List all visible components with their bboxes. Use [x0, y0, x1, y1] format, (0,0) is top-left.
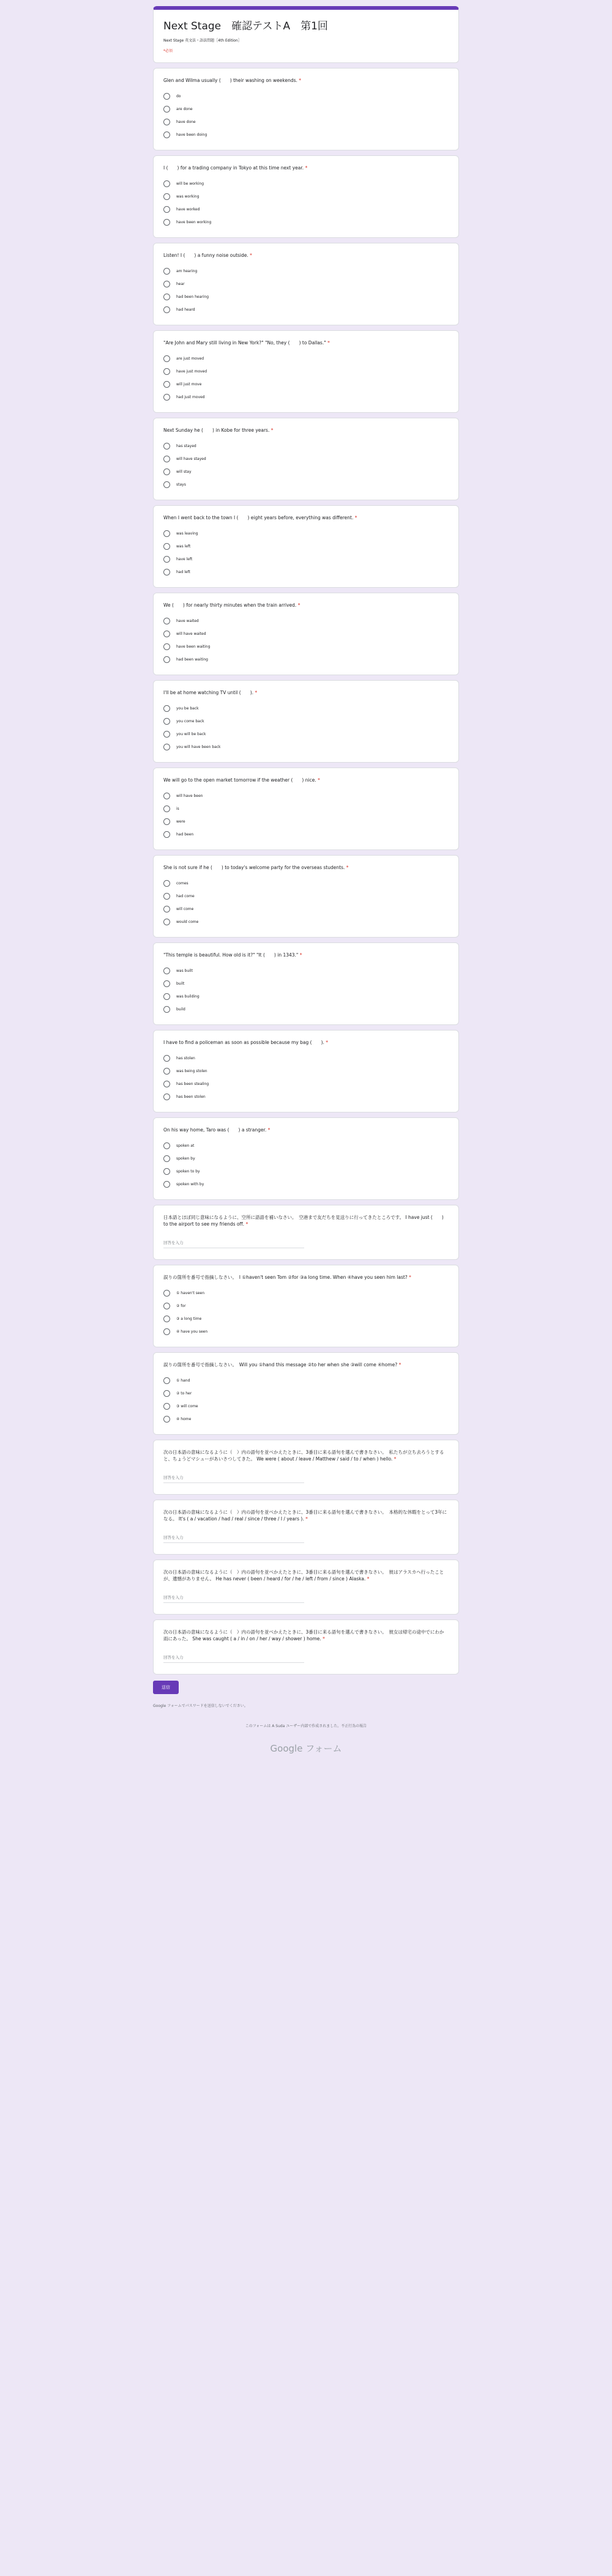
radio-option[interactable] [163, 1400, 449, 1413]
radio-option[interactable] [163, 1413, 449, 1426]
radio-circle-icon[interactable] [163, 893, 170, 900]
radio-option[interactable] [163, 216, 449, 229]
radio-circle-icon[interactable] [163, 744, 170, 750]
required-asterisk: * [267, 1127, 271, 1133]
question-title [163, 1127, 449, 1133]
radio-circle-icon[interactable] [163, 294, 170, 300]
radio-option[interactable] [163, 828, 449, 841]
option-label: spoken with by [176, 1182, 204, 1186]
radio-circle-icon[interactable] [163, 1303, 170, 1309]
question-title [163, 1449, 449, 1462]
question-card [153, 855, 459, 938]
radio-circle-icon[interactable] [163, 968, 170, 974]
question-title [163, 339, 449, 346]
option-label: was leaving [176, 531, 198, 536]
question-card [153, 68, 459, 150]
required-asterisk: * [409, 1275, 411, 1280]
radio-circle-icon[interactable] [163, 268, 170, 275]
option-label: ① haven't seen [176, 1291, 205, 1295]
option-label: are done [176, 107, 193, 111]
option-label: have left [176, 557, 193, 561]
question-card [153, 505, 459, 588]
radio-circle-icon[interactable] [163, 805, 170, 812]
radio-circle-icon[interactable] [163, 381, 170, 388]
radio-option[interactable] [163, 540, 449, 553]
question-card [153, 1265, 459, 1347]
question-card [153, 1030, 459, 1112]
required-asterisk: * [297, 602, 300, 608]
radio-circle-icon[interactable] [163, 1377, 170, 1384]
question-title [163, 1361, 449, 1368]
question-text: I ( ) for a trading company in Tokyo at this time next year. [163, 165, 304, 171]
option-label: had come [176, 894, 195, 898]
radio-option[interactable] [163, 964, 449, 977]
option-label: ① hand [176, 1379, 190, 1383]
question-text: On his way home, Taro was ( ) a stranger. [163, 1127, 267, 1133]
question-title [163, 1509, 449, 1522]
radio-option[interactable] [163, 653, 449, 666]
footer [153, 1723, 459, 1755]
question-text: I have to find a policeman as soon as possible because my bag ( ). [163, 1040, 324, 1045]
question-text: 誤りの箇所を番号で指摘しなさい。 Will you ①hand this message ②to her when she ③will come ④home? [163, 1362, 398, 1368]
question-title [163, 952, 449, 958]
option-label: you will be back [176, 732, 206, 736]
required-asterisk: * [318, 777, 320, 783]
question-card [153, 243, 459, 325]
option-label: have worked [176, 207, 200, 212]
answer-text-input[interactable]: 回答を入力 [163, 1651, 304, 1663]
radio-option[interactable] [163, 877, 449, 890]
radio-circle-icon[interactable] [163, 1094, 170, 1100]
question-title [163, 1569, 449, 1582]
submit-row [153, 1679, 459, 1708]
radio-option[interactable] [163, 116, 449, 128]
question-title [163, 1039, 449, 1046]
question-card [153, 1560, 459, 1615]
question-text: Glen and Wilma usually ( ) their washing on weekends. [163, 78, 297, 83]
question-text: 次の日本語の意味になるように（ ）内の語句を並べかえたときに、3番目に来る語句を選んで書きなさい。 本格的な休暇をとって3年になる。 It's ( a / vacation / had / real / since / three / I / years ). [163, 1509, 447, 1522]
required-asterisk: * [398, 1362, 401, 1368]
radio-circle-icon[interactable] [163, 468, 170, 475]
radio-circle-icon[interactable] [163, 906, 170, 912]
radio-option[interactable] [163, 1078, 449, 1090]
option-label: had left [176, 570, 190, 574]
radio-circle-icon[interactable] [163, 831, 170, 838]
radio-option[interactable] [163, 815, 449, 828]
option-label: will have stayed [176, 457, 206, 461]
radio-option[interactable] [163, 365, 449, 378]
radio-circle-icon[interactable] [163, 919, 170, 925]
question-card [153, 1619, 459, 1675]
question-text: "Are John and Mary still living in New York?" "No, they ( ) to Dallas." [163, 340, 326, 346]
radio-option[interactable] [163, 465, 449, 478]
radio-circle-icon[interactable] [163, 368, 170, 375]
radio-circle-icon[interactable] [163, 1006, 170, 1013]
radio-option[interactable] [163, 352, 449, 365]
option-label: ④ home [176, 1417, 192, 1421]
radio-option[interactable] [163, 790, 449, 802]
answer-text-input[interactable]: 回答を入力 [163, 1471, 304, 1483]
radio-circle-icon[interactable] [163, 456, 170, 462]
option-label: has been stealing [176, 1082, 209, 1086]
radio-circle-icon[interactable] [163, 731, 170, 738]
question-card [153, 1440, 459, 1495]
option-label: had been hearing [176, 295, 209, 299]
radio-circle-icon[interactable] [163, 1142, 170, 1149]
answer-text-input[interactable]: 回答を入力 [163, 1591, 304, 1603]
option-label: hear [176, 282, 185, 286]
radio-circle-icon[interactable] [163, 1168, 170, 1175]
option-label: will come [176, 907, 194, 911]
radio-option[interactable] [163, 553, 449, 566]
question-title [163, 1214, 449, 1227]
question-text: 次の日本語の意味になるように（ ）内の語句を並べかえたときに、3番目に来る語句を選んで書きなさい。 彼はアラスカへ行ったことが、遺憾がありません。 He has never ( been / heard / for / he / left / from / since ) Alaska. [163, 1569, 444, 1582]
radio-option[interactable] [163, 566, 449, 579]
question-title [163, 514, 449, 521]
option-label: ③ a long time [176, 1317, 202, 1321]
google-forms-logo: Google フォーム [270, 1743, 342, 1754]
radio-circle-icon[interactable] [163, 569, 170, 576]
radio-option[interactable] [163, 278, 449, 291]
question-title [163, 864, 449, 871]
radio-circle-icon[interactable] [163, 443, 170, 450]
option-label: had just moved [176, 395, 205, 399]
question-text: We ( ) for nearly thirty minutes when the train arrived. [163, 602, 297, 608]
option-label: have waited [176, 619, 199, 623]
option-label: ② for [176, 1304, 186, 1308]
radio-option[interactable] [163, 903, 449, 916]
radio-circle-icon[interactable] [163, 281, 170, 287]
option-label: have been waiting [176, 645, 211, 649]
submit-button[interactable]: 送信 [153, 1681, 179, 1694]
form-description: Next Stage 英文法・語法問題［4th Edition］ [163, 39, 242, 43]
required-asterisk: * [299, 952, 302, 958]
required-asterisk: * [305, 165, 308, 171]
option-label: had been [176, 832, 194, 837]
radio-option[interactable] [163, 1139, 449, 1152]
form-header-card [153, 6, 459, 63]
radio-circle-icon[interactable] [163, 1181, 170, 1188]
radio-option[interactable] [163, 391, 449, 404]
option-label: was built [176, 969, 193, 973]
required-asterisk: * [326, 1040, 329, 1045]
option-label: was being stolen [176, 1069, 207, 1073]
radio-circle-icon[interactable] [163, 131, 170, 138]
option-label: are just moved [176, 357, 204, 361]
question-title [163, 427, 449, 434]
option-label: spoken at [176, 1144, 195, 1148]
question-text: Next Sunday he ( ) in Kobe for three years. [163, 427, 270, 433]
option-label: have done [176, 120, 196, 124]
option-label: stays [176, 483, 186, 487]
radio-option[interactable] [163, 90, 449, 103]
option-label: you will have been back [176, 745, 221, 749]
option-label: spoken by [176, 1157, 195, 1161]
option-label: was building [176, 994, 200, 999]
option-label: spoken to by [176, 1169, 200, 1174]
question-card [153, 330, 459, 413]
question-card [153, 155, 459, 238]
required-asterisk: * [354, 515, 357, 520]
radio-option[interactable] [163, 478, 449, 491]
radio-option[interactable] [163, 1065, 449, 1078]
questions-list [153, 68, 459, 1675]
radio-option[interactable] [163, 1165, 449, 1178]
option-label: would come [176, 920, 199, 924]
question-title [163, 689, 449, 696]
radio-option[interactable] [163, 640, 449, 653]
option-label: has stolen [176, 1056, 195, 1060]
required-asterisk: * [245, 1221, 248, 1227]
radio-circle-icon[interactable] [163, 106, 170, 113]
question-text: "This temple is beautiful. How old is it?" "It ( ) in 1343." [163, 952, 299, 958]
radio-circle-icon[interactable] [163, 556, 170, 563]
option-label: built [176, 982, 185, 986]
option-label: build [176, 1007, 185, 1012]
option-label: were [176, 820, 185, 824]
radio-option[interactable] [163, 128, 449, 141]
radio-option[interactable] [163, 303, 449, 316]
option-label: have been doing [176, 133, 207, 137]
radio-option[interactable] [163, 1300, 449, 1312]
radio-circle-icon[interactable] [163, 1316, 170, 1322]
radio-circle-icon[interactable] [163, 481, 170, 488]
question-card [153, 1117, 459, 1200]
option-label: will be working [176, 182, 204, 186]
radio-circle-icon[interactable] [163, 1403, 170, 1410]
required-asterisk: * [305, 1516, 308, 1522]
option-label: had heard [176, 308, 195, 312]
radio-option[interactable] [163, 627, 449, 640]
question-card [153, 768, 459, 850]
radio-option[interactable] [163, 265, 449, 278]
radio-option[interactable] [163, 1052, 449, 1065]
radio-option[interactable] [163, 453, 449, 465]
radio-circle-icon[interactable] [163, 180, 170, 187]
option-label: will stay [176, 470, 192, 474]
radio-circle-icon[interactable] [163, 993, 170, 1000]
radio-option[interactable] [163, 1387, 449, 1400]
radio-circle-icon[interactable] [163, 1055, 170, 1062]
option-label: you be back [176, 706, 199, 711]
radio-option[interactable] [163, 615, 449, 627]
required-asterisk: * [394, 1456, 397, 1462]
option-label: is [176, 807, 179, 811]
radio-option[interactable] [163, 702, 449, 715]
option-label: am hearing [176, 269, 198, 273]
radio-circle-icon[interactable] [163, 394, 170, 401]
answer-text-input[interactable]: 回答を入力 [163, 1531, 304, 1543]
radio-option[interactable] [163, 440, 449, 453]
question-title [163, 602, 449, 609]
option-label: will have been [176, 794, 203, 798]
radio-option[interactable] [163, 715, 449, 728]
option-label: has been stolen [176, 1095, 206, 1099]
radio-circle-icon[interactable] [163, 618, 170, 624]
question-title [163, 165, 449, 171]
question-card [153, 942, 459, 1025]
question-card [153, 680, 459, 763]
radio-circle-icon[interactable] [163, 793, 170, 799]
radio-circle-icon[interactable] [163, 193, 170, 200]
radio-option[interactable] [163, 916, 449, 928]
radio-option[interactable] [163, 1287, 449, 1300]
question-card [153, 593, 459, 675]
radio-circle-icon[interactable] [163, 355, 170, 362]
question-card [153, 1352, 459, 1435]
radio-option[interactable] [163, 1325, 449, 1338]
radio-option[interactable] [163, 190, 449, 203]
footer-note: このフォームは A Suda ユーザー内部で作成されました。不正行為の報告 [245, 1724, 367, 1728]
option-label: have been working [176, 220, 212, 224]
radio-circle-icon[interactable] [163, 656, 170, 663]
radio-option[interactable] [163, 1003, 449, 1016]
option-label: had been waiting [176, 657, 208, 662]
option-label: ④ have you seen [176, 1330, 208, 1334]
radio-circle-icon[interactable] [163, 93, 170, 100]
question-text: Listen! I ( ) a funny noise outside. [163, 253, 248, 258]
option-label: will just move [176, 382, 202, 387]
radio-circle-icon[interactable] [163, 643, 170, 650]
radio-option[interactable] [163, 203, 449, 216]
question-title [163, 1629, 449, 1642]
question-text: I'll be at home watching TV until ( ). [163, 690, 254, 695]
radio-circle-icon[interactable] [163, 705, 170, 712]
question-title [163, 252, 449, 259]
option-label: you come back [176, 719, 204, 724]
question-card [153, 1205, 459, 1260]
radio-option[interactable] [163, 1152, 449, 1165]
question-text: 次の日本語の意味になるように（ ）内の語句を並べかえたときに、3番目に来る語句を選んで書きなさい。 彼女は帰宅の途中でにわか雨にあった。 She was caught ( a / in / on / her / way / shower ) home. [163, 1629, 444, 1641]
radio-circle-icon[interactable] [163, 1390, 170, 1397]
required-asterisk: * [250, 253, 252, 258]
radio-circle-icon[interactable] [163, 980, 170, 987]
option-label: do [176, 94, 181, 98]
option-label: ③ will come [176, 1404, 198, 1408]
option-label: comes [176, 881, 188, 886]
radio-option[interactable] [163, 291, 449, 303]
radio-circle-icon[interactable] [163, 880, 170, 887]
question-card [153, 1500, 459, 1555]
radio-option[interactable] [163, 378, 449, 391]
radio-circle-icon[interactable] [163, 119, 170, 125]
question-text: 日本語とほぼ同じ意味になるように、空所に語語を補いなさい。 空港まで友だちを見送りに行ってきたところです。 I have just ( ) to the airport to see my friends off. [163, 1215, 444, 1227]
radio-circle-icon[interactable] [163, 1328, 170, 1335]
required-note: *必須 [163, 49, 173, 53]
never-submit-password-note: Google フォームでパスワードを送信しないでください。 [153, 1704, 248, 1708]
radio-circle-icon[interactable] [163, 206, 170, 213]
radio-option[interactable] [163, 1178, 449, 1191]
radio-option[interactable] [163, 527, 449, 540]
option-label: was working [176, 194, 200, 199]
radio-option[interactable] [163, 103, 449, 116]
required-asterisk: * [271, 427, 274, 433]
question-title [163, 77, 449, 84]
question-title [163, 1274, 449, 1281]
required-asterisk: * [346, 865, 349, 870]
question-text: When I went back to the town I ( ) eight years before, everything was different. [163, 515, 354, 520]
radio-option[interactable] [163, 1312, 449, 1325]
required-asterisk: * [299, 78, 302, 83]
radio-circle-icon[interactable] [163, 306, 170, 313]
answer-text-input[interactable]: 回答を入力 [163, 1236, 304, 1248]
option-label: was left [176, 544, 191, 549]
radio-circle-icon[interactable] [163, 543, 170, 550]
question-card [153, 418, 459, 500]
radio-option[interactable] [163, 1090, 449, 1103]
radio-circle-icon[interactable] [163, 718, 170, 725]
radio-circle-icon[interactable] [163, 1290, 170, 1297]
radio-circle-icon[interactable] [163, 219, 170, 226]
question-text: We will go to the open market tomorrow if the weather ( ) nice. [163, 777, 316, 783]
question-text: 誤りの箇所を番号で指摘しなさい。 I ①haven't seen Tom ②for ③a long time. When ④have you seen him last? [163, 1275, 408, 1280]
required-asterisk: * [323, 1636, 325, 1641]
form-title: Next Stage 確認テストA 第1回 [163, 20, 328, 32]
radio-circle-icon[interactable] [163, 1155, 170, 1162]
radio-option[interactable] [163, 177, 449, 190]
radio-option[interactable] [163, 977, 449, 990]
question-title [163, 777, 449, 783]
radio-circle-icon[interactable] [163, 1081, 170, 1087]
question-text: She is not sure if he ( ) to today's welcome party for the overseas students. [163, 865, 345, 870]
radio-option[interactable] [163, 741, 449, 753]
radio-option[interactable] [163, 728, 449, 741]
option-label: have just moved [176, 369, 207, 374]
radio-circle-icon[interactable] [163, 818, 170, 825]
radio-circle-icon[interactable] [163, 1416, 170, 1423]
radio-option[interactable] [163, 890, 449, 903]
required-asterisk: * [255, 690, 258, 695]
radio-option[interactable] [163, 1374, 449, 1387]
radio-circle-icon[interactable] [163, 1068, 170, 1075]
option-label: ② to her [176, 1391, 192, 1396]
radio-option[interactable] [163, 802, 449, 815]
required-asterisk: * [367, 1576, 370, 1582]
option-label: will have waited [176, 632, 206, 636]
option-label: has stayed [176, 444, 196, 448]
question-text: 次の日本語の意味になるように（ ）内の語句を並べかえたときに、3番目に来る語句を選んで書きなさい。 私たちが立ち去ろうとすると、ちょうどマシューがあいさつしてきた。 We were ( about / leave / Matthew / said / to / when ) hello. [163, 1449, 444, 1462]
radio-circle-icon[interactable] [163, 530, 170, 537]
radio-option[interactable] [163, 990, 449, 1003]
form-container [153, 0, 459, 1755]
required-asterisk: * [327, 340, 330, 346]
radio-circle-icon[interactable] [163, 631, 170, 637]
